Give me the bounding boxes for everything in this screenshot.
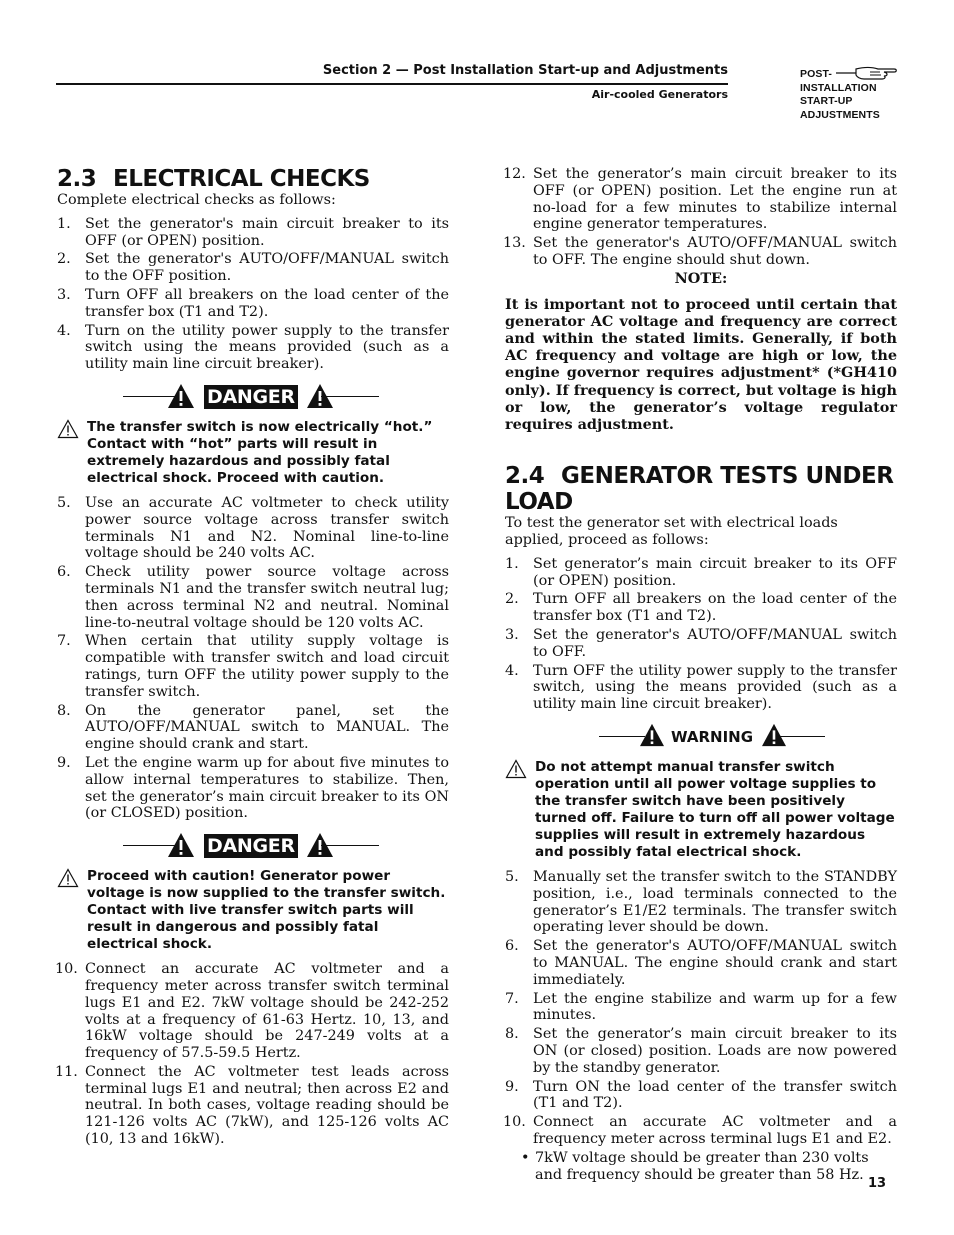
step-text: Set the generator's AUTO/OFF/MANUAL switch to MANUAL. The engine should crank and start immediately.	[533, 938, 897, 988]
step-text: On the generator panel, set the AUTO/OFF/MANUAL switch to MANUAL. The engine should crank and start.	[85, 702, 449, 753]
step-number: 2.	[57, 251, 71, 268]
note-label: NOTE:	[674, 269, 728, 287]
warning-triangle-icon	[167, 383, 195, 409]
step-number: 9.	[57, 754, 71, 771]
list-item	[505, 166, 897, 233]
step-text: Set the generator’s main circuit breaker to its OFF (or OPEN) position. Let the engine run at no-load for a few minutes to stabilize internal engine generator temperatures.	[533, 166, 897, 233]
list-item	[505, 591, 897, 625]
section-title: ELECTRICAL CHECKS	[113, 166, 370, 192]
step-number: 7.	[57, 633, 71, 650]
page-number: 13	[868, 1176, 887, 1191]
banner-rule	[321, 845, 379, 846]
section-number: 2.3	[57, 166, 97, 192]
step-text: Turn on the utility power supply to the transfer switch using the means provided (such as a utility main line circuit breaker).	[85, 322, 449, 373]
section-title: GENERATOR TESTS UNDER LOAD	[505, 463, 894, 516]
warning-triangle-icon	[639, 723, 665, 747]
danger-message-text: Proceed with caution! Generator power voltage is now supplied to the transfer switch. Contact with live transfer switch parts will result in dangerous and possibly fatal electrical shock.	[87, 868, 446, 953]
step-number: 1.	[505, 555, 519, 572]
banner-rule	[321, 396, 379, 397]
steps-list	[505, 556, 897, 713]
list-item	[505, 869, 897, 936]
step-number: 2.	[505, 591, 519, 608]
section-heading-2-4	[505, 463, 897, 515]
step-number: 8.	[57, 702, 71, 719]
step-text: When certain that utility supply voltage is compatible with transfer switch and load circuit ratings, turn OFF the utility power supply to the transfer switch.	[85, 633, 449, 700]
running-header-subtitle: Air-cooled Generators	[591, 88, 728, 101]
list-item	[57, 703, 449, 753]
list-item	[57, 1064, 449, 1148]
danger-banner	[57, 832, 449, 860]
step-number: 9.	[505, 1078, 519, 1095]
step-text: Turn OFF all breakers on the load center of the transfer box (T1 and T2).	[533, 591, 897, 625]
steps-list	[57, 961, 449, 1148]
danger-message	[57, 419, 449, 487]
list-item	[505, 556, 897, 590]
caution-outline-icon	[505, 759, 527, 779]
steps-list	[505, 166, 897, 269]
note-text: It is important not to proceed until certain that generator AC voltage and frequency are correct and within the stated limits. Generally, if both AC frequency and voltage are high or low, the engine governor requires adjustment* (*GH410 only). If frequency is correct, but voltage is high or low, the generator’s voltage regulator requires adjustment.	[505, 295, 897, 433]
list-item	[505, 938, 897, 988]
step-text: Set the generator's AUTO/OFF/MANUAL switch to OFF. The engine should shut down.	[533, 235, 897, 268]
step-text: Manually set the transfer switch to the STANDBY position, i.e., load terminals connected to the generator’s E1/E2 terminals. The transfer switch operating lever should be down.	[533, 868, 897, 936]
danger-message-text: The transfer switch is now electrically “hot.” Contact with “hot” parts will result in extremely hazardous and possibly fatal electrical shock. Proceed with caution.	[87, 418, 433, 486]
list-item	[505, 235, 897, 269]
step-text: Set the generator's AUTO/OFF/MANUAL switch to the OFF position.	[85, 251, 449, 285]
list-item	[57, 251, 449, 285]
warning-label: WARNING	[671, 727, 754, 746]
bullet-dot: •	[521, 1149, 530, 1166]
step-number: 8.	[505, 1026, 519, 1043]
step-text: Set the generator's AUTO/OFF/MANUAL switch to OFF.	[533, 626, 897, 660]
step-number: 10.	[503, 1114, 526, 1131]
step-number: 5.	[57, 494, 71, 511]
warning-banner	[505, 723, 897, 751]
step-text: Let the engine stabilize and warm up for a few minutes.	[533, 990, 897, 1024]
list-item	[57, 323, 449, 373]
step-number: 3.	[57, 286, 71, 303]
step-number: 12.	[503, 166, 526, 182]
list-item	[57, 961, 449, 1062]
steps-list	[57, 216, 449, 373]
step-text: Check utility power source voltage across terminals N1 and the transfer switch neutral lug; then across terminal N2 and neutral. Nominal line-to-neutral voltage should be 120 volts AC.	[85, 564, 449, 631]
list-item	[505, 1026, 897, 1076]
side-label-line-2: INSTALLATION	[800, 81, 877, 94]
step-text: Let the engine warm up for about five minutes to allow internal temperatures to stabilize. Then, set the generator’s main circuit breaker to its ON (or CLOSED) position.	[85, 754, 449, 822]
bullet-item	[505, 1150, 897, 1184]
section-intro: To test the generator set with electrical loads applied, proceed as follows:	[505, 515, 838, 548]
list-item	[505, 991, 897, 1025]
side-label-line-1: POST-	[800, 68, 833, 80]
danger-label: DANGER	[204, 385, 298, 409]
list-item	[57, 755, 449, 822]
warning-triangle-icon	[167, 832, 195, 858]
step-number: 4.	[505, 662, 519, 679]
list-item	[505, 1079, 897, 1113]
header-rule	[56, 83, 728, 85]
step-number: 10.	[55, 961, 78, 978]
list-item	[57, 564, 449, 631]
list-item	[505, 627, 897, 661]
steps-list	[505, 869, 897, 1148]
section-number: 2.4	[505, 463, 545, 490]
step-number: 6.	[57, 564, 71, 581]
caution-outline-icon	[57, 868, 79, 888]
step-number: 1.	[57, 215, 71, 232]
side-label-line-4: ADJUSTMENTS	[800, 108, 880, 121]
step-number: 3.	[505, 626, 519, 643]
step-number: 11.	[55, 1063, 78, 1080]
warning-triangle-icon	[761, 723, 787, 747]
step-text: Turn OFF all breakers on the load center of the transfer box (T1 and T2).	[85, 286, 449, 320]
step-number: 7.	[505, 990, 519, 1007]
step-number: 5.	[505, 868, 519, 885]
list-item	[57, 287, 449, 321]
right-column	[505, 166, 897, 1183]
banner-rule	[779, 736, 825, 737]
left-column	[57, 166, 449, 1150]
step-text: Turn ON the load center of the transfer switch (T1 and T2).	[533, 1078, 897, 1112]
list-item	[57, 216, 449, 250]
section-intro: Complete electrical checks as follows:	[57, 192, 336, 208]
step-text: Connect an accurate AC voltmeter and a frequency meter across transfer switch terminal lugs E1 and E2. 7kW voltage should be 242-252 volts at a frequency of 61-63 Hertz. 10, 13, and 16kW voltage should be 247-249 volts at a frequency of 57.5-59.5 Hertz.	[85, 961, 449, 1062]
list-item	[505, 1114, 897, 1148]
warning-message	[505, 759, 897, 861]
steps-list	[57, 495, 449, 822]
step-text: Set the generator's main circuit breaker to its OFF (or OPEN) position.	[85, 215, 449, 249]
step-text: Set the generator’s main circuit breaker to its ON (or closed) position. Loads are now powered by the standby generator.	[533, 1026, 897, 1076]
danger-message	[57, 868, 449, 953]
caution-outline-icon	[57, 419, 79, 439]
section-heading-2-3	[57, 166, 449, 192]
list-item	[505, 663, 897, 713]
list-item	[57, 633, 449, 700]
step-number: 13.	[503, 235, 526, 252]
step-text: Use an accurate AC voltmeter to check utility power source voltage across transfer switch terminals N1 and N2. Nominal line-to-line voltage should be 240 volts AC.	[85, 494, 449, 562]
step-text: Turn OFF the utility power supply to the transfer switch, using the means provided (such as a utility main line circuit breaker).	[533, 662, 897, 713]
step-text: Connect the AC voltmeter test leads across terminal lugs E1 and neutral; then across E2 and neutral. In both cases, voltage reading should be 121-126 volts AC (7kW), and 125-126 volts AC (10, 13 and 16kW).	[85, 1063, 449, 1148]
danger-banner	[57, 383, 449, 411]
step-number: 6.	[505, 938, 519, 955]
list-item	[57, 495, 449, 562]
step-number: 4.	[57, 322, 71, 339]
danger-label: DANGER	[204, 834, 298, 858]
pointing-hand-icon	[834, 65, 900, 81]
side-label-line-3: START-UP	[800, 95, 853, 107]
bullet-text: 7kW voltage should be greater than 230 volts and frequency should be greater than 58 Hz.	[535, 1149, 869, 1183]
warning-message-text: Do not attempt manual transfer switch operation until all power voltage supplies to the transfer switch have been positively turned off. Failure to turn off all power voltage supplies will result in extremely hazardous and possibly fatal electrical shock.	[535, 758, 895, 860]
running-header-title: Section 2 — Post Installation Start-up and Adjustments	[322, 63, 728, 78]
step-text: Set generator’s main circuit breaker to its OFF (or OPEN) position.	[533, 555, 897, 589]
section-tab-label	[800, 68, 880, 122]
step-text: Connect an accurate AC voltmeter and a frequency meter across terminal lugs E1 and E2.	[533, 1114, 897, 1147]
